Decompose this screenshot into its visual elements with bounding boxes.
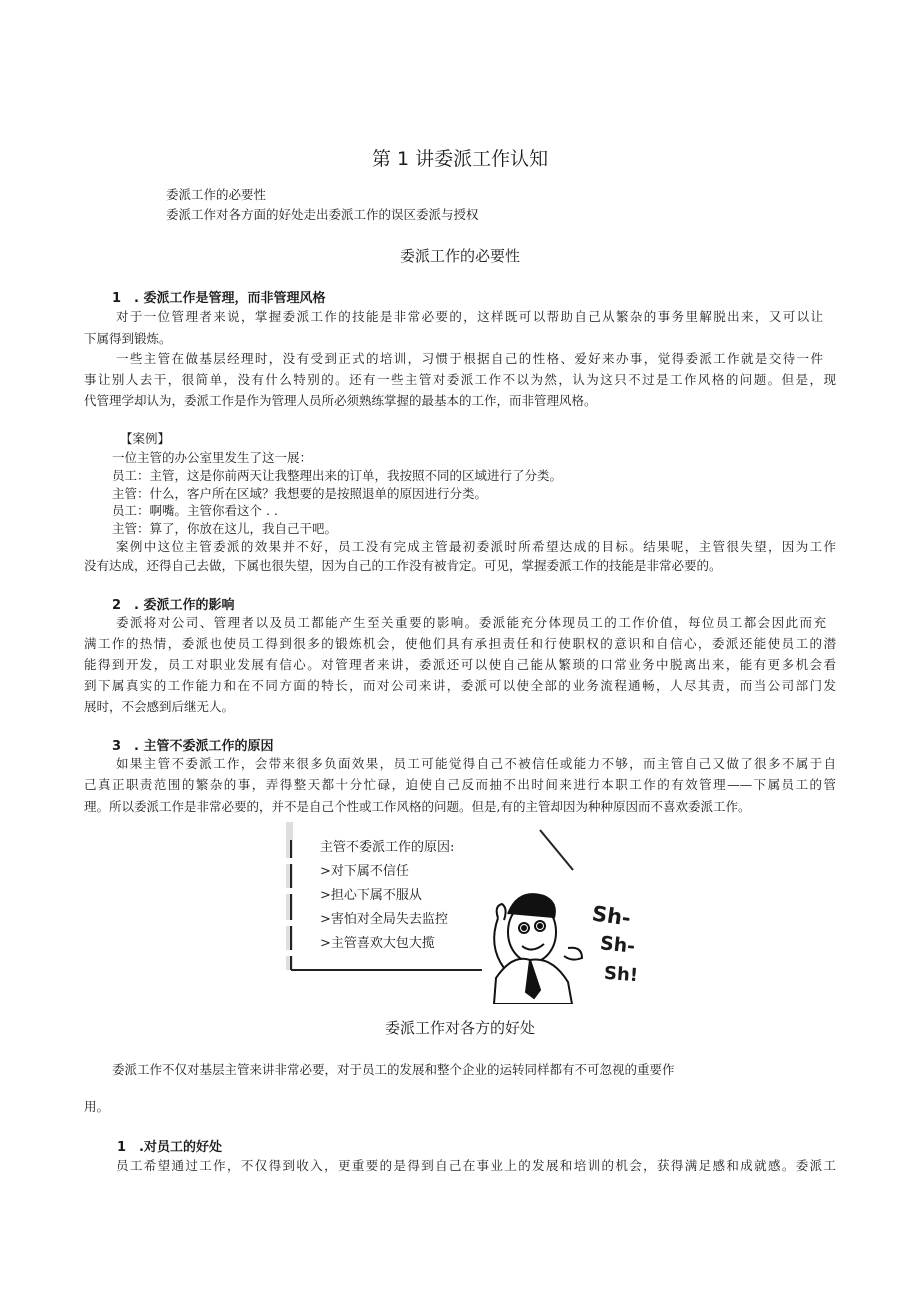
figure-line: >担心下属不服从: [320, 888, 422, 903]
page-title: 第 1 讲委派工作认知: [371, 148, 549, 170]
paragraph-line: 员工希望通过工作，不仅得到收入，更重要的是得到自己在事业上的发展和培训的机会，获得满足感和成就感。委派工: [116, 1158, 836, 1173]
paragraph-line: 代管理学却认为，委派工作是作为管理人员所必须熟练掌握的最基本的工作，而非管理风格。: [84, 393, 597, 408]
paragraph-line: 委派工作不仅对基层主管来讲非常必要，对于员工的发展和整个企业的运转同样都有不可忽视的重要作: [112, 1062, 675, 1077]
case-line: 员工：主管，这是你前两天让我整理出来的订单，我按照不同的区域进行了分类。: [112, 468, 563, 483]
case-line: 一位主管的办公室里发生了这一展：: [112, 450, 313, 465]
paragraph-line: 案例中这位主管委派的效果并不好，员工没有完成主管最初委派时所希望达成的目标。结果呢，主管很失望，因为工作: [116, 539, 836, 554]
figure-line: >对下属不信任: [320, 864, 409, 879]
figure-reasons: [282, 822, 642, 1004]
paragraph-line: 一些主管在做基层经理时，没有受到正式的培训，习惯于根据自己的性格、爱好来办事，觉得委派工作就是交待一件: [116, 351, 823, 366]
section-heading: 委派工作的必要性: [399, 247, 520, 265]
figure-line: 主管不委派工作的原因:: [320, 840, 455, 855]
subsection-heading: 2 . 委派工作的影响: [112, 598, 235, 613]
subsection-heading: 1 .对员工的好处: [117, 1140, 222, 1155]
toc-item: 委派工作对各方面的好处走出委派工作的误区委派与授权: [166, 207, 479, 222]
case-line: 主管：算了，你放在这儿，我自己干吧。: [112, 521, 338, 536]
paragraph-line: 事让别人去干，很简单，没有什么特别的。还有一些主管对委派工作不以为然，认为这只不过是工作风格的问题。但是，现: [84, 372, 836, 387]
paragraph-line: 对于一位管理者来说，掌握委派工作的技能是非常必要的，这样既可以帮助自己从繁杂的事务里解脱出来，又可以让: [116, 309, 823, 324]
paragraph-line: 己真正职责范围的繁杂的事，弄得整天都十分忙碌，迫使自己反而抽不出时间来进行本职工作的有效管理——下属员工的管: [84, 777, 836, 792]
figure-line: >主管喜欢大包大揽: [320, 936, 435, 951]
paragraph-line: 展时，不会感到后继无人。: [84, 699, 235, 714]
subsection-heading: 1 . 委派工作是管理，而非管理风格: [112, 291, 326, 306]
subsection-heading: 3 . 主管不委派工作的原因: [112, 739, 274, 754]
case-label: 【案例】: [120, 431, 171, 446]
paragraph-line: 到下属真实的工作能力和在不同方面的特长，而对公司来讲，委派可以使全部的业务流程通畅，人尽其责，而当公司部门发: [84, 678, 836, 693]
paragraph-line: 理。所以委派工作是非常必要的，并不是自己个性或工作风格的问题。但是,有的主管却因为种种原因而不喜欢委派工作。: [84, 799, 751, 814]
bubble-text: Sh-: [598, 932, 637, 958]
paragraph-line: 用。: [84, 1099, 110, 1114]
paragraph-line: 没有达成，还得自己去做，下属也很失望，因为自己的工作没有被肯定。可见，掌握委派工作的技能是非常必要的。: [84, 558, 722, 573]
bubble-text: Sh-: [590, 901, 633, 931]
paragraph-line: 能得到开发，员工对职业发展有信心。对管理者来讲，委派还可以使自己能从繁琐的口常业务中脱离出来，能有更多机会看: [84, 657, 836, 672]
bubble-text: Sh!: [603, 962, 639, 987]
cartoon-manager-illustration: [494, 894, 582, 1004]
paragraph-line: 下属得到锻炼。: [84, 331, 172, 346]
paragraph-line: 如果主管不委派工作，会带来很多负面效果，员工可能觉得自己不被信任或能力不够，而主管自己又做了很多不属于自: [116, 756, 836, 771]
section-heading: 委派工作对各方的好处: [384, 1019, 535, 1037]
paragraph-line: 满工作的热情，委派也使员工得到很多的锻炼机会，使他们具有承担责任和行使职权的意识和自信心，委派还能使员工的潜: [84, 636, 836, 651]
case-line: 员工：啊嘴。主管你看这个 . .: [112, 503, 278, 518]
toc-item: 委派工作的必要性: [166, 187, 267, 202]
figure-line: >害怕对全局失去监控: [320, 912, 448, 927]
case-line: 主管：什么，客户所在区域？我想要的是按照退单的原因进行分类。: [112, 486, 488, 501]
paragraph-line: 委派将对公司、管理者以及员工都能产生至关重要的影响。委派能充分体现员工的工作价值，每位员工都会因此而充: [116, 615, 826, 630]
